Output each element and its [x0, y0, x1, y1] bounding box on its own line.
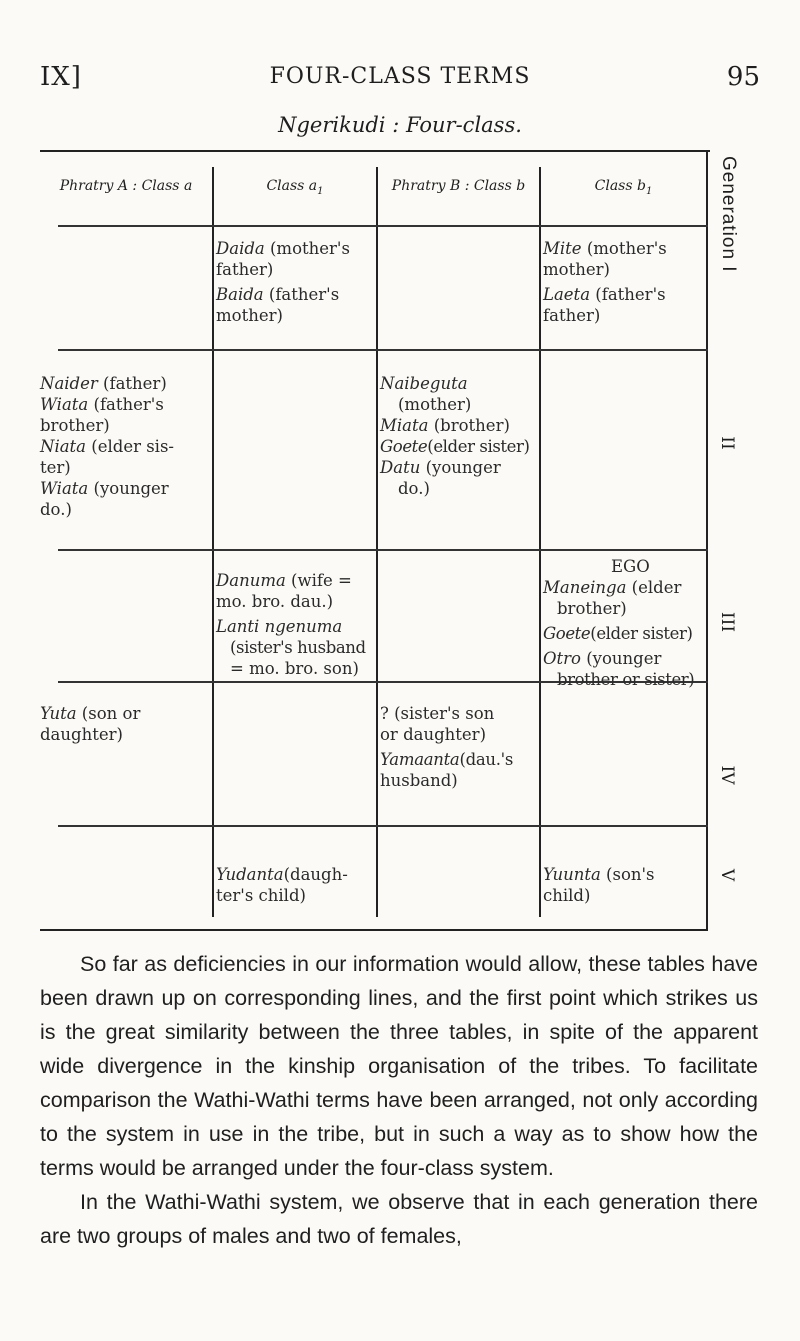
term-line: [543, 669, 694, 690]
term: Yamaanta: [380, 750, 460, 769]
gloss: brother or sister): [557, 670, 695, 689]
term-line: [216, 885, 348, 906]
term: Wiata: [40, 479, 89, 498]
column-header-class-a1: [214, 178, 376, 197]
term-line: [543, 556, 694, 577]
term-line: [543, 623, 694, 644]
gloss: (younger: [88, 479, 169, 498]
generation-label-text: III: [717, 611, 737, 633]
column-header-text: Class b: [594, 178, 646, 194]
term: Yudanta: [216, 865, 284, 884]
gloss: (dau.'s: [459, 750, 514, 769]
term: Laeta: [543, 285, 591, 304]
term: Goete: [543, 624, 591, 643]
paragraph: In the Wathi-Wathi system, we observe that in each generation there are two groups of males and two of females,: [40, 1190, 758, 1248]
term-line: [40, 457, 174, 478]
term: Niata: [40, 437, 87, 456]
term-line: [543, 305, 667, 326]
table-title-sep: :: [385, 113, 406, 137]
cell-gen2-class-b: [380, 373, 530, 499]
gloss: (elder: [626, 578, 682, 597]
gloss: (younger: [420, 458, 501, 477]
generation-label-text: V: [717, 868, 737, 882]
term-line: [543, 284, 667, 305]
term-line: [380, 457, 530, 478]
gloss: do.): [398, 479, 430, 498]
gloss: (brother): [428, 416, 510, 435]
term-line: [40, 724, 140, 745]
term-line: [216, 864, 348, 885]
column-header-class-b1: [541, 178, 706, 197]
table-title-tribe: Ngerikudi: [278, 113, 386, 137]
gloss: father): [543, 306, 601, 325]
cell-gen2-class-a: [40, 373, 174, 520]
term-line: [216, 259, 350, 280]
gloss: child): [543, 886, 591, 905]
term-line: [543, 238, 667, 259]
term-line: [40, 703, 140, 724]
gloss: mother): [543, 260, 610, 279]
gloss: (mother's: [581, 239, 667, 258]
table-title-system: Four-class.: [405, 113, 522, 137]
cell-gen4-class-b: [380, 703, 513, 791]
cell-gen3-class-b1: [543, 556, 694, 690]
term-line: [543, 577, 694, 598]
gloss: or daughter): [380, 725, 487, 744]
term-line: [216, 305, 350, 326]
column-header-text: Phratry B : Class b: [391, 178, 526, 194]
chapter-number: IX]: [40, 62, 82, 92]
column-header-text: Phratry A : Class a: [59, 178, 193, 194]
term: Mite: [543, 239, 582, 258]
ego-label: EGO: [611, 557, 650, 576]
term-line: [40, 415, 174, 436]
term-line: [380, 373, 530, 394]
term: Naider: [40, 374, 98, 393]
running-title: FOUR-CLASS TERMS: [269, 64, 531, 89]
column-header-phratry-a: [40, 178, 212, 194]
term-line: [216, 591, 366, 612]
column-subscript: 1: [317, 185, 324, 197]
gloss: (father): [97, 374, 167, 393]
gloss: = mo. bro. son): [230, 659, 359, 678]
term: Otro: [543, 649, 581, 668]
gloss: brother): [40, 416, 110, 435]
gloss: (daugh-: [283, 865, 348, 884]
term-line: [216, 616, 366, 637]
term: Yuta: [40, 704, 77, 723]
term: Goete: [380, 437, 428, 456]
gloss: mo. bro. dau.): [216, 592, 334, 611]
gloss: husband): [380, 771, 458, 790]
generation-rule: [58, 825, 708, 827]
generation-label-4: [712, 765, 742, 805]
term-line: [380, 724, 513, 745]
page-number: 95: [726, 62, 760, 92]
term-line: [380, 770, 513, 791]
column-header-text: Class a: [266, 178, 318, 194]
gloss: daughter): [40, 725, 123, 744]
generation-label-text: Generation I: [718, 156, 739, 273]
term-line: [380, 436, 530, 457]
term-line: [543, 885, 655, 906]
generation-rule: [58, 225, 708, 227]
table-title: [0, 113, 800, 137]
term-line: [380, 703, 513, 724]
column-divider: [376, 167, 378, 917]
term: Baida: [216, 285, 264, 304]
gloss: (sister's husband: [230, 638, 366, 657]
term: Maneinga: [543, 578, 627, 597]
generation-label-1: [708, 156, 748, 365]
gloss: (son or: [76, 704, 141, 723]
term-line: [543, 864, 655, 885]
term-line: [40, 478, 174, 499]
gloss: ter): [40, 458, 71, 477]
gloss: do.): [40, 500, 72, 519]
term-line: [40, 499, 174, 520]
term-line: [380, 749, 513, 770]
gloss: (father's: [590, 285, 666, 304]
term: Naibeguta: [380, 374, 468, 393]
term-line: [40, 373, 174, 394]
term-line: [40, 436, 174, 457]
generation-rule: [58, 549, 708, 551]
term: Datu: [380, 458, 421, 477]
term-line: [40, 394, 174, 415]
term-line: [380, 394, 530, 415]
column-divider: [212, 167, 214, 917]
body-text: [40, 947, 758, 1253]
cell-gen5-class-b1: [543, 864, 655, 906]
term-line: [216, 284, 350, 305]
gloss: (mother): [398, 395, 472, 414]
generation-label-5: [712, 865, 742, 905]
term-line: [216, 238, 350, 259]
term-line: [543, 259, 667, 280]
page-header: [0, 62, 800, 102]
gloss: (father's: [263, 285, 340, 304]
cell-gen3-class-a1: [216, 570, 366, 679]
term-line: [543, 648, 694, 669]
term-line: [380, 415, 530, 436]
term: Yuunta: [543, 865, 601, 884]
term-line: [543, 598, 694, 619]
gloss: (father's: [88, 395, 164, 414]
generation-label-text: II: [717, 436, 737, 450]
generation-label-3: [712, 612, 742, 652]
gloss: ter's child): [216, 886, 306, 905]
gloss: (elder sister): [590, 624, 693, 643]
gloss: mother): [216, 306, 283, 325]
gloss: brother): [557, 599, 627, 618]
term: Daida: [216, 239, 265, 258]
paragraph: So far as deficiencies in our information would allow, these tables have been drawn up on corresponding lines, and the first point which strikes us is the great similarity between the three tables, in spite of the apparent wide divergence in the kinship organisation of the tribes. To facilitate comparison the Wathi-Wathi terms have been arranged, not only according to the system in use in the tribe, but in such a way as to show how the terms would be arranged under the four-class system.: [40, 952, 758, 1180]
cell-gen5-class-a1: [216, 864, 348, 906]
cell-gen4-class-a: [40, 703, 140, 745]
gloss: ? (sister's son: [380, 704, 495, 723]
term-line: [216, 658, 366, 679]
table-top-rule: [40, 150, 710, 152]
term-line: [216, 570, 366, 591]
gloss: (son's: [600, 865, 655, 884]
column-header-phratry-b: [378, 178, 539, 194]
term: Wiata: [40, 395, 89, 414]
column-divider: [539, 167, 541, 917]
term: Lanti ngenuma: [216, 617, 343, 636]
gloss: (wife =: [285, 571, 352, 590]
table-bottom-rule: [40, 929, 708, 931]
generation-label-text: IV: [717, 765, 737, 785]
gloss: (elder sis-: [86, 437, 175, 456]
cell-gen1-class-b1: [543, 238, 667, 326]
generation-label-2: [712, 433, 742, 473]
term: Danuma: [216, 571, 286, 590]
generation-rule: [58, 349, 708, 351]
term: Miata: [380, 416, 429, 435]
gloss: (younger: [580, 649, 662, 668]
cell-gen1-class-a1: [216, 238, 350, 326]
gloss: (mother's: [264, 239, 350, 258]
term-line: [380, 478, 530, 499]
term-line: [216, 637, 366, 658]
column-subscript: 1: [645, 185, 653, 197]
gloss: father): [216, 260, 274, 279]
gloss: (elder sister): [427, 437, 530, 456]
